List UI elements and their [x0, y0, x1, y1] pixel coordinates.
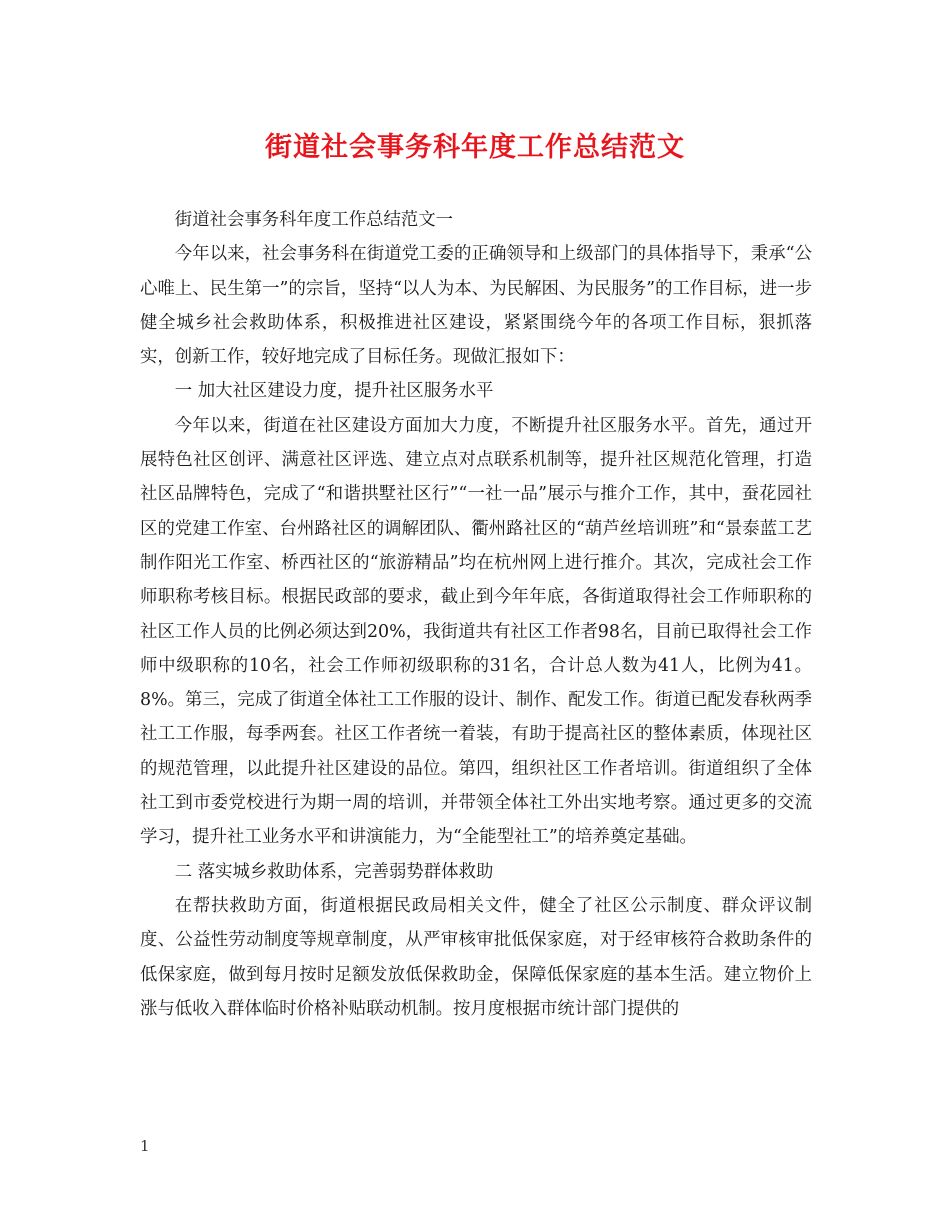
section-2-paragraph: 在帮扶救助方面，街道根据民政局相关文件，健全了社区公示制度、群众评议制度、公益性劳动制度等规章制度，从严审核审批低保家庭，对于经审核符合救助条件的低保家庭，做到每月按时足额发放低保救助金，保障低保家庭的基本生活。建立物价上涨与低收入群体临时价格补贴联动机制。按月度根据市统计部门提供的 — [140, 895, 812, 1019]
section-heading-2: 二 落实城乡救助体系，完善弱势群体救助 — [174, 861, 494, 882]
page-number: 1 — [140, 1137, 150, 1155]
subtitle-paragraph: 街道社会事务科年度工作总结范文一 — [174, 210, 454, 230]
document-body — [140, 203, 812, 1026]
intro-paragraph: 今年以来，社会事务科在街道党工委的正确领导和上级部门的具体指导下，秉承“公心唯上、民生第一”的宗旨，坚持“以人为本、为民解困、为民服务”的工作目标，进一步健全城乡社会救助体系，积极推进社区建设，紧紧围绕今年的各项工作目标，狠抓落实，创新工作，较好地完成了目标任务。现做汇报如下： — [140, 244, 812, 368]
section-1-paragraph: 今年以来，街道在社区建设方面加大力度，不断提升社区服务水平。首先，通过开展特色社区创评、满意社区评选、建立点对点联系机制等，提升社区规范化管理，打造社区品牌特色，完成了“和谐拱墅社区行”“一社一品”展示与推介工作，其中，蚕花园社区的党建工作室、台州路社区的调解团队、衢州路社区的“葫芦丝培训班”和“景泰蓝工艺制作阳光工作室、桥西社区的“旅游精品”均在杭州网上进行推介。其次，完成社会工作师职称考核目标。根据民政部的要求，截止到今年年底，各街道取得社会工作师职称的社区工作人员的比例必须达到20%，我街道共有社区工作者98名，目前已取得社会工作师中级职称的10名，社会工作师初级职称的31名，合计总人数为41人，比例为41。8%。第三，完成了街道全体社工工作服的设计、制作、配发工作。街道已配发春秋两季社工工作服，每季两套。社区工作者统一着装，有助于提高社区的整体素质，体现社区的规范管理，以此提升社区建设的品位。第四，组织社区工作者培训。街道组织了全体社工到市委党校进行为期一周的培训，并带领全体社工外出实地考察。通过更多的交流学习，提升社工业务水平和讲演能力，为“全能型社工”的培养奠定基础。 — [140, 415, 812, 848]
section-heading-1: 一 加大社区建设力度，提升社区服务水平 — [174, 381, 494, 402]
document-title: 街道社会事务科年度工作总结范文 — [265, 132, 685, 163]
